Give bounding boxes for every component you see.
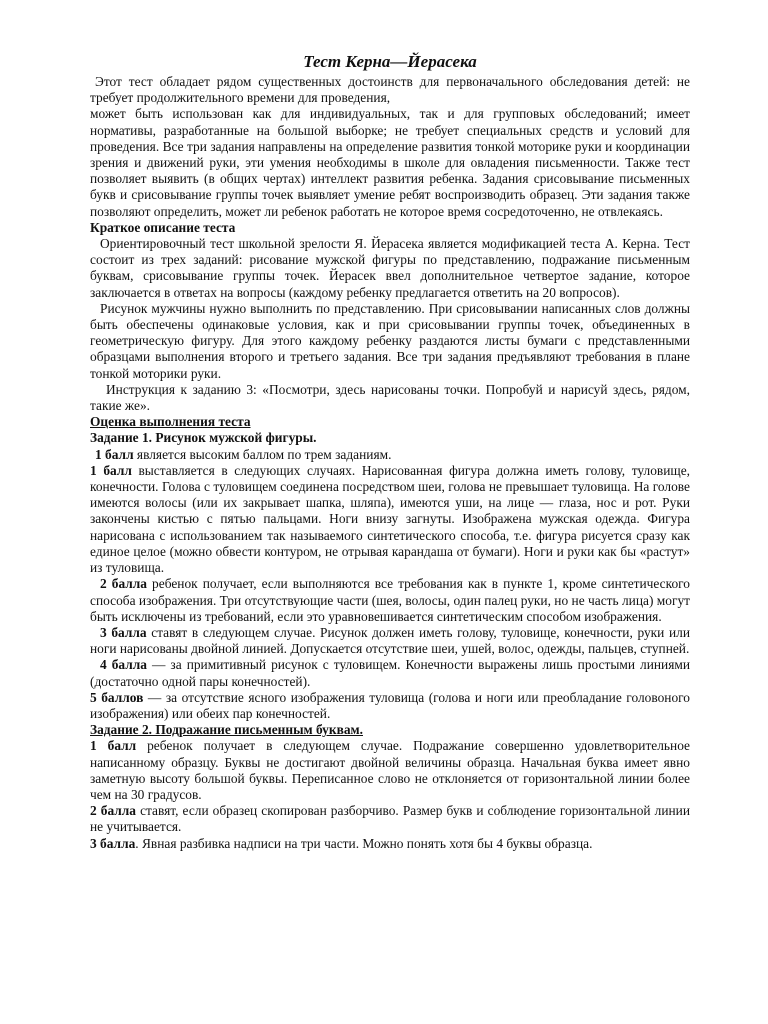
task1-heading: Задание 1. Рисунок мужской фигуры. — [90, 430, 317, 446]
score-text: выставляется в следующих случаях. Нарисованная фигура должна иметь голову, туловище, конечности. Голова с туловищем соединена посредством шеи, голова не превышает туловища. На голове имеются волосы (или их закрывает шапка, шляпа), имеются уши, на лице — глаза, нос и рот. Руки закончены кистью с пятью пальцами. Ноги внизу загнуты. Изображена мужская одежда. Фигура нарисована с использованием так называемого синтетического способа, т.е. фигура рисуется сразу как единое целое (можно обвести контуром, не отрывая карандаша от бумаги). Ноги и руки как бы «растут» из туловища. — [90, 462, 691, 576]
brief-paragraph-3: Инструкция к заданию 3: «Посмотри, здесь нарисованы точки. Попробуй и нарисуй здесь, рядом, такие же». — [90, 381, 690, 414]
task2-score-3 — [90, 836, 690, 852]
brief-heading: Краткое описание теста — [90, 219, 236, 235]
intro-paragraph-2: может быть использован как для индивидуальных, так и для групповых обследований; имеет нормативы, разработанные на большой выборке; не требует специальных средств и условий для проведения. Все три задания направлены на определение развития тонкой моторике руки и координации зрения и движений руки, эти умения необходимы в школе для овладения письменности. Также тест позволяет выявить (в общих чертах) интеллект развития ребенка. Задания срисовывание письменных букв и срисовывание группы точек выявляет умение ребят воспроизводить образец. Эти задания также позволяют определить, может ли ребенок работать не которое время сосредоточенно, не отвлекаясь. — [90, 106, 690, 219]
task1-score-2 — [90, 576, 690, 625]
score-label: 3 балла — [100, 624, 147, 640]
score-text: ребенок получает в следующем случае. Подражание совершенно удовлетворительное написанному образцу. Буквы не достигают двойной величины образца. Начальная буква имеет явно заметную высоту большой буквы. Переписанное слово не отклоняется от горизонтальной линии более чем на 30 градусов. — [90, 738, 691, 802]
intro-paragraph-1: Этот тест обладает рядом существенных достоинств для первоначального обследования детей: не требует продолжительного времени для проведения, — [90, 74, 690, 106]
score-text: — за отсутствие ясного изображения туловища (голова и ноги или преобладание головоного изображения) или обеих пар конечностей. — [90, 689, 690, 721]
score-text: . Явная разбивка надписи на три части. Можно понять хотя бы 4 буквы образца. — [135, 835, 593, 851]
task2-score-1 — [90, 738, 690, 803]
score-label: 1 балл — [90, 462, 132, 478]
task1-score-3 — [90, 625, 690, 657]
score-text: ставят, если образец скопирован разборчиво. Размер букв и соблюдение горизонтальной линии не учитывается. — [90, 803, 690, 835]
document-page — [90, 52, 690, 852]
evaluation-heading: Оценка выполнения теста — [90, 414, 251, 430]
score-label: 2 балла — [100, 576, 147, 592]
score-text: — за примитивный рисунок с туловищем. Конечности выражены лишь простыми линиями (достаточно одной пары конечностей). — [90, 657, 690, 689]
page-title: Тест Керна—Йерасека — [303, 52, 477, 71]
score-label: 4 балла — [100, 657, 147, 673]
task2-heading: Задание 2. Подражание письменным буквам. — [90, 722, 363, 738]
score-text: ребенок получает, если выполняются все требования как в пункте 1, кроме синтетического способа изображения. Три отсутствующие части (шея, волосы, один палец руки, но не часть лица) могут быть исключены из требований, если это уравновешивается синтетическим способом изображения. — [90, 576, 690, 624]
score-text: является высоким баллом по трем заданиям. — [133, 446, 392, 462]
task2-score-2 — [90, 803, 690, 835]
brief-paragraph-1: Ориентировочный тест школьной зрелости Я. Йерасека является модификацией теста А. Керна. Тест состоит из трех заданий: рисование мужской фигуры по представлению, подражание письменным буквам, срисовывание группы точек. Йерасек ввел дополнительное четвертое задание, которое заключается в ответах на вопросы (каждому ребенку предлагается ответить на 20 вопросов). — [90, 236, 690, 300]
score-label: 2 балла — [90, 803, 136, 819]
score-label: 5 баллов — [90, 689, 144, 705]
task1-score-5 — [90, 690, 690, 722]
brief-paragraph-2: Рисунок мужчины нужно выполнить по представлению. При срисовывании написанных слов должны быть обеспечены одинаковые условия, как и при срисовывании группы точек, объединенных в геометрическую фигуру. Для этого каждому ребенку раздаются листы бумаги с представленными образцами выполнения второго и третьего задания. Все три задания предъявляют требования в плане тонкой моторики руки. — [90, 300, 690, 381]
task1-score-0 — [90, 447, 690, 463]
task1-score-1 — [90, 463, 690, 576]
score-label: 1 балл — [95, 446, 134, 462]
score-label: 3 балла — [90, 835, 136, 851]
score-label: 1 балл — [90, 738, 137, 754]
score-text: ставят в следующем случае. Рисунок должен иметь голову, туловище, конечности, руки или ноги нарисованы двойной линией. Допускается отсутствие шеи, ушей, волос, одежды, пальцев, ступней. — [90, 624, 690, 657]
task1-score-4 — [90, 657, 690, 689]
